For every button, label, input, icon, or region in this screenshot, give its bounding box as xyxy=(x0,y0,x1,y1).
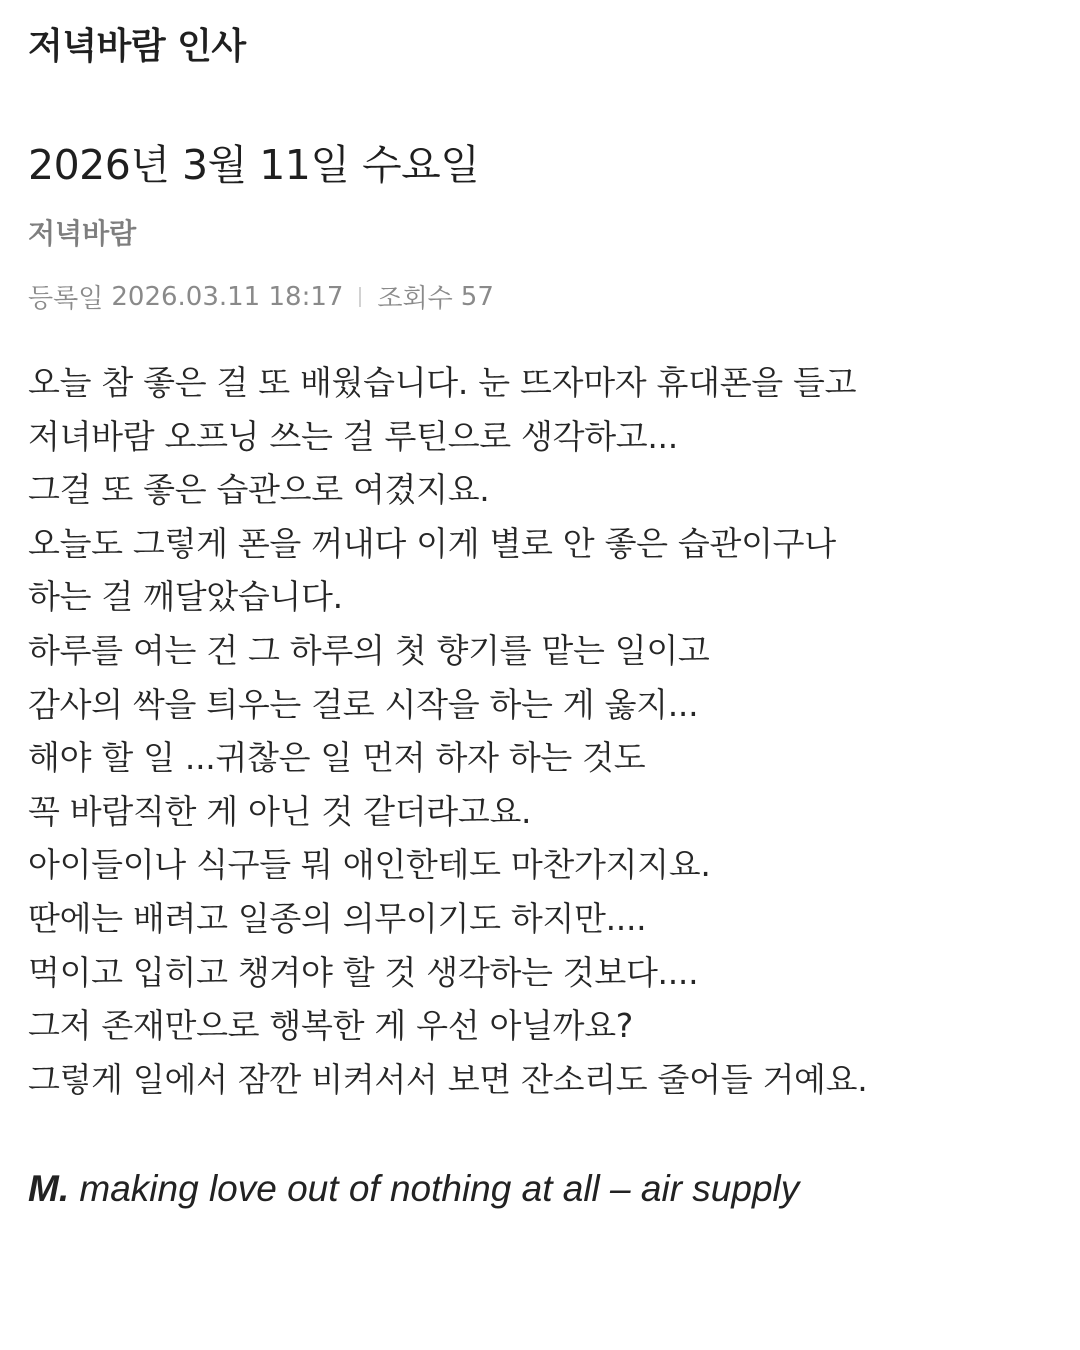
post-meta xyxy=(28,278,494,315)
post-body xyxy=(28,356,1058,1106)
body-line: 그저 존재만으로 행복한 게 우선 아닐까요? xyxy=(28,1006,633,1046)
body-line: 그걸 또 좋은 습관으로 여겼지요. xyxy=(28,470,490,510)
body-line: 해야 할 일 ...귀찮은 일 먼저 하자 하는 것도 xyxy=(28,738,646,778)
body-line: 오늘도 그렇게 폰을 꺼내다 이게 별로 안 좋은 습관이구나 xyxy=(28,523,836,563)
meta-divider xyxy=(359,287,361,307)
music-text: making love out of nothing at all – air supply xyxy=(79,1168,800,1209)
date-label: 등록일 xyxy=(28,284,104,314)
body-line: 꼭 바람직한 게 아닌 것 같더라고요. xyxy=(28,791,532,831)
body-line: 오늘 참 좋은 걸 또 배웠습니다. 눈 뜨자마자 휴대폰을 들고 xyxy=(28,363,857,402)
views-value: 57 xyxy=(460,281,494,312)
body-line: 먹이고 입히고 챙겨야 할 것 생각하는 것보다.... xyxy=(28,952,699,992)
music-line xyxy=(28,1168,799,1210)
views-label: 조회수 xyxy=(377,284,453,314)
date-value: 2026.03.11 18:17 xyxy=(111,281,344,312)
body-line: 하는 걸 깨달았습니다. xyxy=(28,577,343,617)
body-line: 그렇게 일에서 잠깐 비켜서서 보면 잔소리도 줄어들 거예요. xyxy=(28,1059,868,1099)
body-line: 저녀바람 오프닝 쓰는 걸 루틴으로 생각하고... xyxy=(28,416,678,456)
post-author[interactable]: 저녁바람 xyxy=(28,217,137,250)
body-line: 아이들이나 식구들 뭐 애인한테도 마찬가지지요. xyxy=(28,845,711,885)
board-title: 저녁바람 인사 xyxy=(28,26,246,67)
music-prefix: M. xyxy=(28,1168,70,1209)
body-line: 하루를 여는 건 그 하루의 첫 향기를 맡는 일이고 xyxy=(28,630,710,670)
body-line: 딴에는 배려고 일종의 의무이기도 하지만.... xyxy=(28,898,647,938)
post-title: 2026년 3월 11일 수요일 xyxy=(28,141,480,189)
body-line: 감사의 싹을 틔우는 걸로 시작을 하는 게 옳지... xyxy=(28,684,699,724)
